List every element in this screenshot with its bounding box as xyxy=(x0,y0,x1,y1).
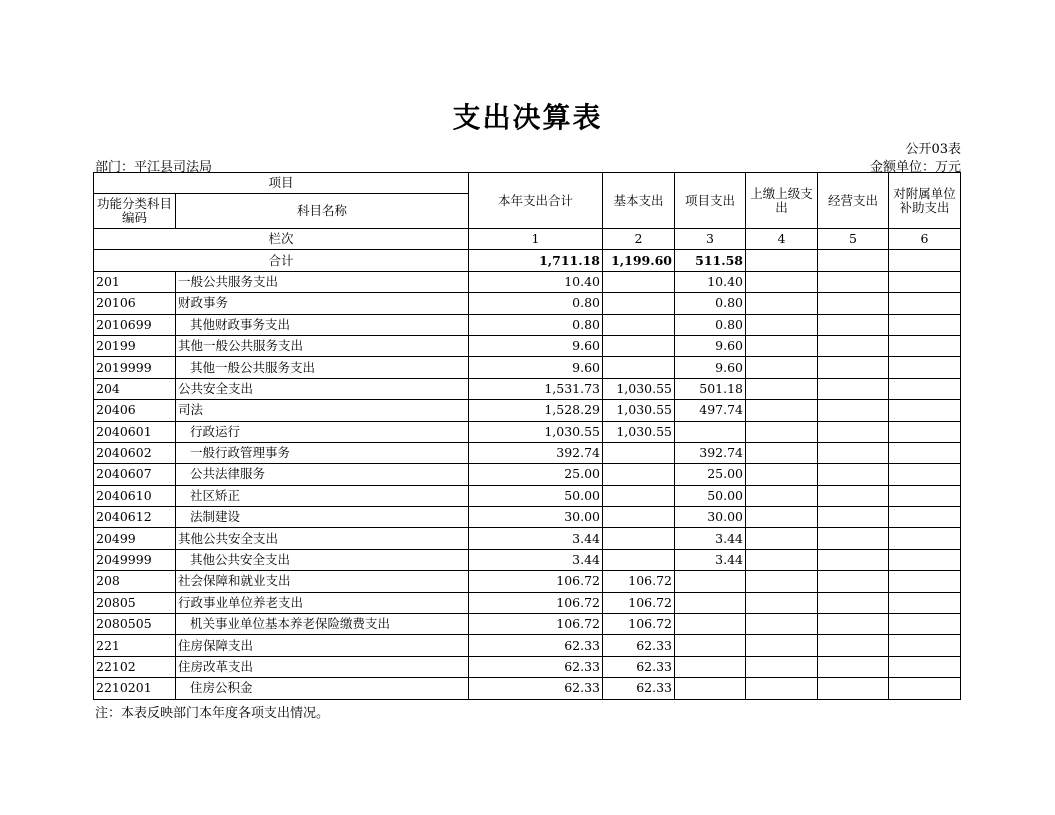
row-amount: 106.72 xyxy=(603,592,675,613)
row-amount xyxy=(818,335,889,356)
column-index-label: 栏次 xyxy=(94,229,469,250)
header-func-code: 功能分类科目编码 xyxy=(94,194,176,229)
row-amount xyxy=(746,485,818,506)
row-code: 20199 xyxy=(94,335,176,356)
row-amount: 106.72 xyxy=(469,614,603,635)
row-amount: 3.44 xyxy=(469,528,603,549)
row-amount xyxy=(818,656,889,677)
row-amount: 9.60 xyxy=(469,335,603,356)
row-code: 2040607 xyxy=(94,464,176,485)
row-amount xyxy=(675,635,746,656)
row-amount xyxy=(818,528,889,549)
totals-cell xyxy=(746,250,818,271)
table-row xyxy=(94,464,961,485)
row-amount xyxy=(889,614,961,635)
row-code: 201 xyxy=(94,271,176,292)
row-amount: 392.74 xyxy=(675,442,746,463)
row-amount: 1,030.55 xyxy=(603,421,675,442)
column-index-row xyxy=(94,229,961,250)
row-subject-name: 住房改革支出 xyxy=(176,656,469,677)
row-subject-name: 行政事业单位养老支出 xyxy=(176,592,469,613)
table-row xyxy=(94,400,961,421)
row-subject-name: 法制建设 xyxy=(176,507,469,528)
row-amount xyxy=(603,528,675,549)
table-row xyxy=(94,656,961,677)
row-code: 2210201 xyxy=(94,678,176,699)
column-number: 3 xyxy=(675,229,746,250)
row-amount xyxy=(746,293,818,314)
row-amount xyxy=(603,549,675,570)
row-subject-name: 一般行政管理事务 xyxy=(176,442,469,463)
row-amount: 106.72 xyxy=(603,614,675,635)
row-amount xyxy=(746,357,818,378)
row-amount: 10.40 xyxy=(469,271,603,292)
row-amount: 106.72 xyxy=(603,571,675,592)
row-amount: 0.80 xyxy=(469,314,603,335)
row-code: 20499 xyxy=(94,528,176,549)
row-amount xyxy=(889,528,961,549)
table-row xyxy=(94,293,961,314)
row-amount xyxy=(889,378,961,399)
row-amount: 62.33 xyxy=(469,678,603,699)
row-amount xyxy=(889,442,961,463)
row-amount xyxy=(603,271,675,292)
row-amount xyxy=(818,507,889,528)
row-amount xyxy=(746,271,818,292)
row-amount: 62.33 xyxy=(469,635,603,656)
row-amount xyxy=(889,400,961,421)
row-subject-name: 社会保障和就业支出 xyxy=(176,571,469,592)
row-amount: 9.60 xyxy=(469,357,603,378)
row-amount xyxy=(889,549,961,570)
row-amount: 0.80 xyxy=(469,293,603,314)
header-project-expense: 项目支出 xyxy=(675,173,746,229)
row-amount: 106.72 xyxy=(469,571,603,592)
row-amount xyxy=(889,314,961,335)
table-row xyxy=(94,614,961,635)
row-amount xyxy=(746,378,818,399)
totals-cell xyxy=(889,250,961,271)
row-amount xyxy=(746,507,818,528)
table-row xyxy=(94,678,961,699)
row-amount: 62.33 xyxy=(469,656,603,677)
header-business: 经营支出 xyxy=(818,173,889,229)
row-amount xyxy=(818,293,889,314)
row-amount xyxy=(818,314,889,335)
row-amount xyxy=(818,571,889,592)
table-row xyxy=(94,357,961,378)
row-code: 2010699 xyxy=(94,314,176,335)
row-amount xyxy=(746,335,818,356)
table-row xyxy=(94,507,961,528)
row-amount xyxy=(603,485,675,506)
row-amount xyxy=(675,614,746,635)
row-subject-name: 公共法律服务 xyxy=(176,464,469,485)
row-amount xyxy=(746,635,818,656)
row-amount xyxy=(603,464,675,485)
row-amount: 30.00 xyxy=(469,507,603,528)
row-amount: 62.33 xyxy=(603,656,675,677)
row-amount xyxy=(818,378,889,399)
row-amount: 1,030.55 xyxy=(469,421,603,442)
row-amount xyxy=(675,421,746,442)
row-amount: 1,030.55 xyxy=(603,400,675,421)
row-amount: 25.00 xyxy=(469,464,603,485)
row-amount: 62.33 xyxy=(603,635,675,656)
row-amount xyxy=(675,592,746,613)
row-subject-name: 其他公共安全支出 xyxy=(176,549,469,570)
table-row xyxy=(94,549,961,570)
header-subject-name: 科目名称 xyxy=(176,194,469,229)
row-amount xyxy=(818,635,889,656)
row-amount xyxy=(818,678,889,699)
row-subject-name: 住房公积金 xyxy=(176,678,469,699)
row-amount: 9.60 xyxy=(675,335,746,356)
header-total: 本年支出合计 xyxy=(469,173,603,229)
row-amount xyxy=(818,592,889,613)
row-amount xyxy=(746,678,818,699)
row-subject-name: 机关事业单位基本养老保险缴费支出 xyxy=(176,614,469,635)
table-row xyxy=(94,271,961,292)
table-row xyxy=(94,485,961,506)
row-amount xyxy=(818,614,889,635)
row-amount xyxy=(603,293,675,314)
column-number: 5 xyxy=(818,229,889,250)
row-subject-name: 司法 xyxy=(176,400,469,421)
row-amount: 10.40 xyxy=(675,271,746,292)
expenditure-table xyxy=(93,172,961,700)
row-amount xyxy=(603,507,675,528)
row-code: 2040610 xyxy=(94,485,176,506)
page-title: 支出决算表 xyxy=(452,101,603,134)
row-code: 2040602 xyxy=(94,442,176,463)
table-row xyxy=(94,571,961,592)
totals-row xyxy=(94,250,961,271)
row-amount xyxy=(603,335,675,356)
header-upper: 上缴上级支出 xyxy=(746,173,818,229)
form-code: 公开03表 xyxy=(905,142,961,157)
row-amount: 3.44 xyxy=(675,549,746,570)
column-number: 1 xyxy=(469,229,603,250)
row-amount: 1,030.55 xyxy=(603,378,675,399)
column-number: 6 xyxy=(889,229,961,250)
footnote: 注：本表反映部门本年度各项支出情况。 xyxy=(95,706,330,721)
row-amount xyxy=(818,357,889,378)
header-subsidiary: 对附属单位补助支出 xyxy=(889,173,961,229)
row-code: 2019999 xyxy=(94,357,176,378)
row-amount xyxy=(603,442,675,463)
row-amount xyxy=(818,549,889,570)
row-subject-name: 行政运行 xyxy=(176,421,469,442)
row-subject-name: 公共安全支出 xyxy=(176,378,469,399)
table-row xyxy=(94,314,961,335)
row-amount xyxy=(746,442,818,463)
row-amount xyxy=(746,549,818,570)
row-amount xyxy=(818,271,889,292)
row-amount: 9.60 xyxy=(675,357,746,378)
table-row xyxy=(94,421,961,442)
row-code: 22102 xyxy=(94,656,176,677)
row-code: 20106 xyxy=(94,293,176,314)
row-amount xyxy=(889,335,961,356)
row-amount: 501.18 xyxy=(675,378,746,399)
row-amount: 25.00 xyxy=(675,464,746,485)
table-row xyxy=(94,335,961,356)
table-row xyxy=(94,528,961,549)
row-amount xyxy=(746,314,818,335)
table-row xyxy=(94,635,961,656)
row-amount: 30.00 xyxy=(675,507,746,528)
row-amount xyxy=(746,464,818,485)
row-amount xyxy=(603,314,675,335)
row-subject-name: 社区矫正 xyxy=(176,485,469,506)
row-amount xyxy=(818,421,889,442)
row-amount xyxy=(889,656,961,677)
row-subject-name: 财政事务 xyxy=(176,293,469,314)
row-amount xyxy=(746,528,818,549)
row-code: 2080505 xyxy=(94,614,176,635)
row-code: 20805 xyxy=(94,592,176,613)
row-amount xyxy=(889,678,961,699)
row-amount xyxy=(675,678,746,699)
row-amount xyxy=(889,635,961,656)
row-amount xyxy=(818,442,889,463)
table-row xyxy=(94,592,961,613)
row-amount: 1,528.29 xyxy=(469,400,603,421)
totals-cell: 1,199.60 xyxy=(603,250,675,271)
row-amount: 50.00 xyxy=(675,485,746,506)
row-amount xyxy=(746,571,818,592)
unit-label: 金额单位：万元 xyxy=(869,160,961,175)
row-amount xyxy=(675,571,746,592)
row-amount: 392.74 xyxy=(469,442,603,463)
totals-cell xyxy=(818,250,889,271)
row-amount xyxy=(746,614,818,635)
row-amount: 106.72 xyxy=(469,592,603,613)
department-label: 部门：平江县司法局 xyxy=(95,160,213,175)
row-amount xyxy=(818,400,889,421)
totals-cell: 1,711.18 xyxy=(469,250,603,271)
column-number: 2 xyxy=(603,229,675,250)
row-amount xyxy=(889,464,961,485)
row-amount: 0.80 xyxy=(675,314,746,335)
row-amount xyxy=(746,421,818,442)
row-amount xyxy=(889,357,961,378)
header-basic: 基本支出 xyxy=(603,173,675,229)
column-number: 4 xyxy=(746,229,818,250)
row-amount xyxy=(603,357,675,378)
row-amount xyxy=(818,464,889,485)
row-amount: 62.33 xyxy=(603,678,675,699)
row-amount: 3.44 xyxy=(675,528,746,549)
totals-label: 合计 xyxy=(94,250,469,271)
header-project: 项目 xyxy=(94,173,469,194)
row-code: 2040612 xyxy=(94,507,176,528)
row-amount xyxy=(889,592,961,613)
row-code: 204 xyxy=(94,378,176,399)
row-amount xyxy=(746,656,818,677)
row-amount: 0.80 xyxy=(675,293,746,314)
row-subject-name: 一般公共服务支出 xyxy=(176,271,469,292)
row-code: 2049999 xyxy=(94,549,176,570)
row-code: 208 xyxy=(94,571,176,592)
row-amount: 3.44 xyxy=(469,549,603,570)
row-amount xyxy=(889,571,961,592)
row-amount xyxy=(818,485,889,506)
row-amount xyxy=(889,485,961,506)
row-code: 2040601 xyxy=(94,421,176,442)
row-amount xyxy=(746,400,818,421)
row-subject-name: 其他一般公共服务支出 xyxy=(176,335,469,356)
row-subject-name: 住房保障支出 xyxy=(176,635,469,656)
row-subject-name: 其他公共安全支出 xyxy=(176,528,469,549)
row-amount xyxy=(889,507,961,528)
row-code: 221 xyxy=(94,635,176,656)
row-code: 20406 xyxy=(94,400,176,421)
row-amount xyxy=(889,421,961,442)
row-subject-name: 其他财政事务支出 xyxy=(176,314,469,335)
totals-cell: 511.58 xyxy=(675,250,746,271)
row-subject-name: 其他一般公共服务支出 xyxy=(176,357,469,378)
row-amount xyxy=(889,293,961,314)
row-amount: 497.74 xyxy=(675,400,746,421)
row-amount: 1,531.73 xyxy=(469,378,603,399)
row-amount: 50.00 xyxy=(469,485,603,506)
table-row xyxy=(94,378,961,399)
row-amount xyxy=(889,271,961,292)
row-amount xyxy=(746,592,818,613)
row-amount xyxy=(675,656,746,677)
table-row xyxy=(94,442,961,463)
